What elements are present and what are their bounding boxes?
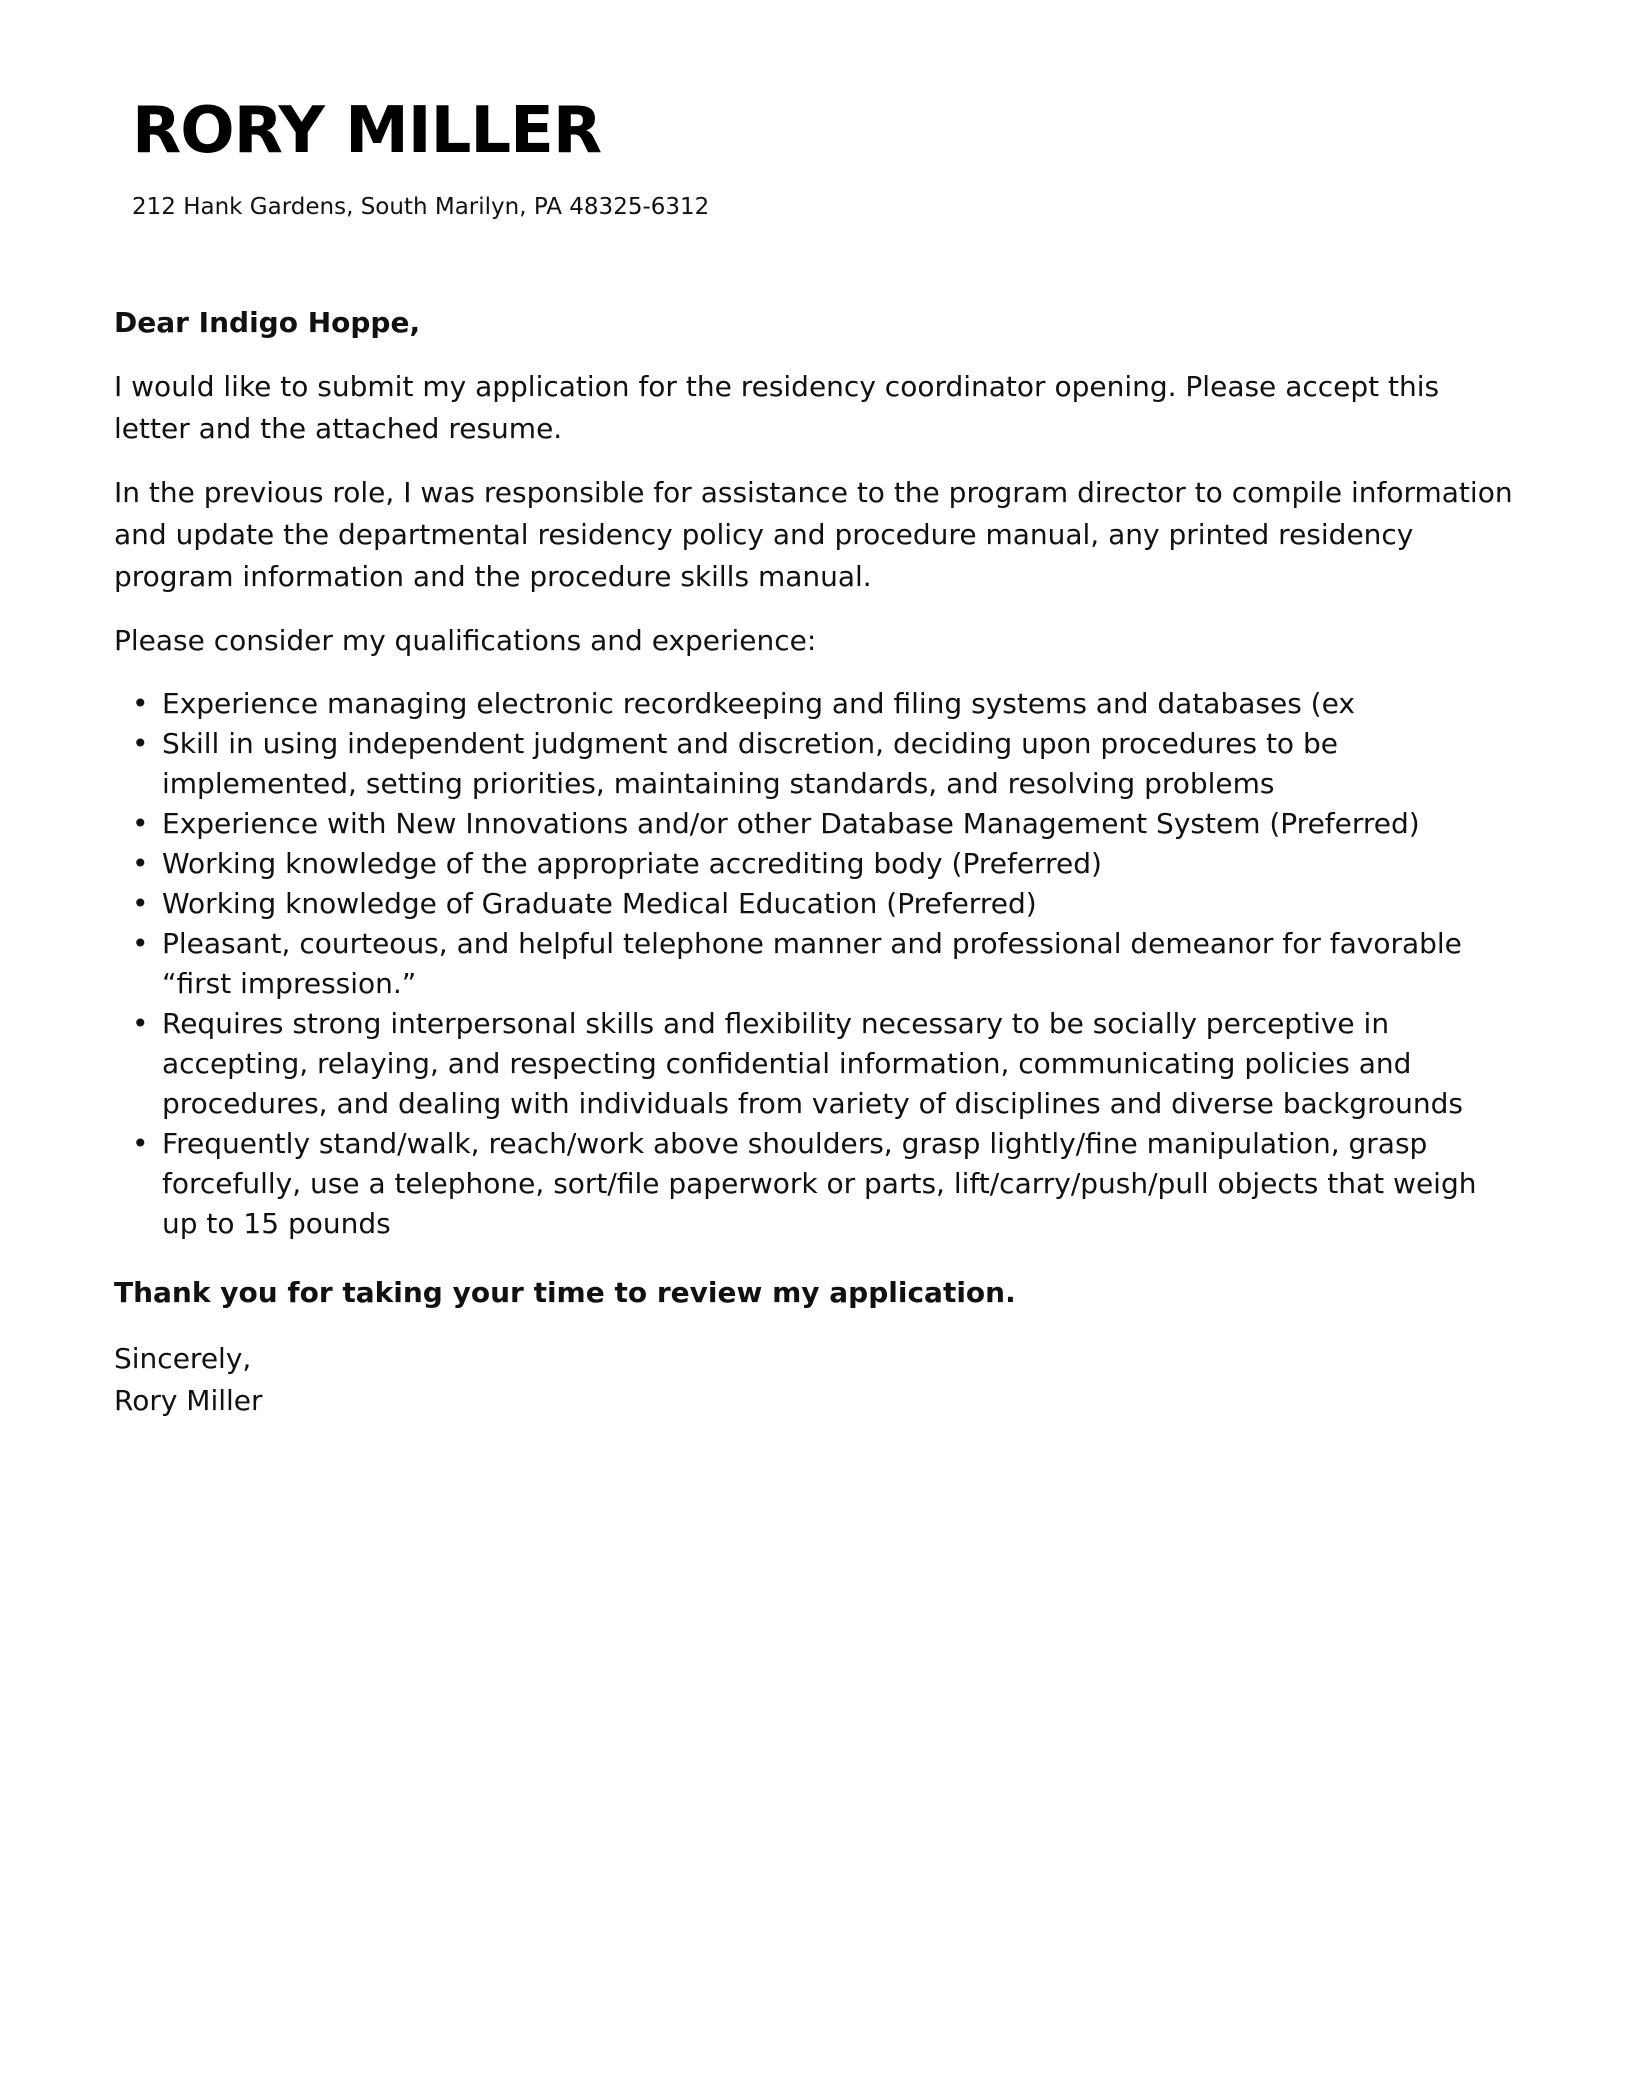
- qualification-text: Experience managing electronic recordkeeping and filing systems and databases (ex: [162, 687, 1355, 720]
- qualification-item: [132, 724, 1514, 804]
- qualifications-intro: Please consider my qualifications and experience:: [114, 624, 817, 657]
- qualification-item: [132, 844, 1514, 884]
- bullet-icon: •: [132, 687, 149, 720]
- qualification-item: [132, 884, 1514, 924]
- experience-paragraph: In the previous role, I was responsible for assistance to the program director to compile information and update the departmental residency policy and procedure manual, any printed residency program information and the procedure skills manual.: [114, 476, 1513, 593]
- bullet-icon: •: [132, 1007, 149, 1040]
- intro-paragraph: I would like to submit my application for the residency coordinator opening. Please accept this letter and the attached resume.: [114, 370, 1440, 445]
- qualification-item: [132, 684, 1514, 724]
- qualification-text: Skill in using independent judgment and discretion, deciding upon procedures to be implemented, setting priorities, maintaining standards, and resolving problems: [162, 727, 1338, 800]
- signature-name: Rory Miller: [114, 1384, 263, 1417]
- sender-address: 212 Hank Gardens, South Marilyn, PA 48325-6312: [132, 194, 710, 220]
- bullet-icon: •: [132, 727, 149, 760]
- qualification-text: Working knowledge of the appropriate accrediting body (Preferred): [162, 847, 1102, 880]
- qualification-text: Experience with New Innovations and/or other Database Management System (Preferred): [162, 807, 1420, 840]
- qualification-text: Frequently stand/walk, reach/work above shoulders, grasp lightly/fine manipulation, grasp forcefully, use a telephone, sort/file paperwork or parts, lift/carry/push/pull objects that weigh up to 15 pounds: [162, 1127, 1477, 1240]
- sign-off: Sincerely,: [114, 1342, 252, 1375]
- bullet-icon: •: [132, 927, 149, 960]
- qualification-text: Working knowledge of Graduate Medical Education (Preferred): [162, 887, 1037, 920]
- bullet-icon: •: [132, 887, 149, 920]
- salutation: Dear Indigo Hoppe,: [114, 306, 421, 339]
- qualification-text: Requires strong interpersonal skills and flexibility necessary to be socially perceptive in accepting, relaying, and respecting confidential information, communicating policies and procedures, and dealing with individuals from variety of disciplines and diverse backgrounds: [162, 1007, 1463, 1120]
- qualification-item: [132, 804, 1514, 844]
- qualification-item: [132, 924, 1514, 1004]
- bullet-icon: •: [132, 847, 149, 880]
- bullet-icon: •: [132, 1127, 149, 1160]
- letter-body: [114, 302, 1514, 1422]
- bullet-icon: •: [132, 807, 149, 840]
- thank-you-line: Thank you for taking your time to review my application.: [114, 1276, 1016, 1309]
- qualifications-list: [114, 684, 1514, 1244]
- qualification-item: [132, 1004, 1514, 1124]
- qualification-item: [132, 1124, 1514, 1244]
- qualification-text: Pleasant, courteous, and helpful telephone manner and professional demeanor for favorable “first impression.”: [162, 927, 1462, 1000]
- letter-header: [132, 92, 1332, 222]
- sender-name: RORY MILLER: [132, 94, 602, 168]
